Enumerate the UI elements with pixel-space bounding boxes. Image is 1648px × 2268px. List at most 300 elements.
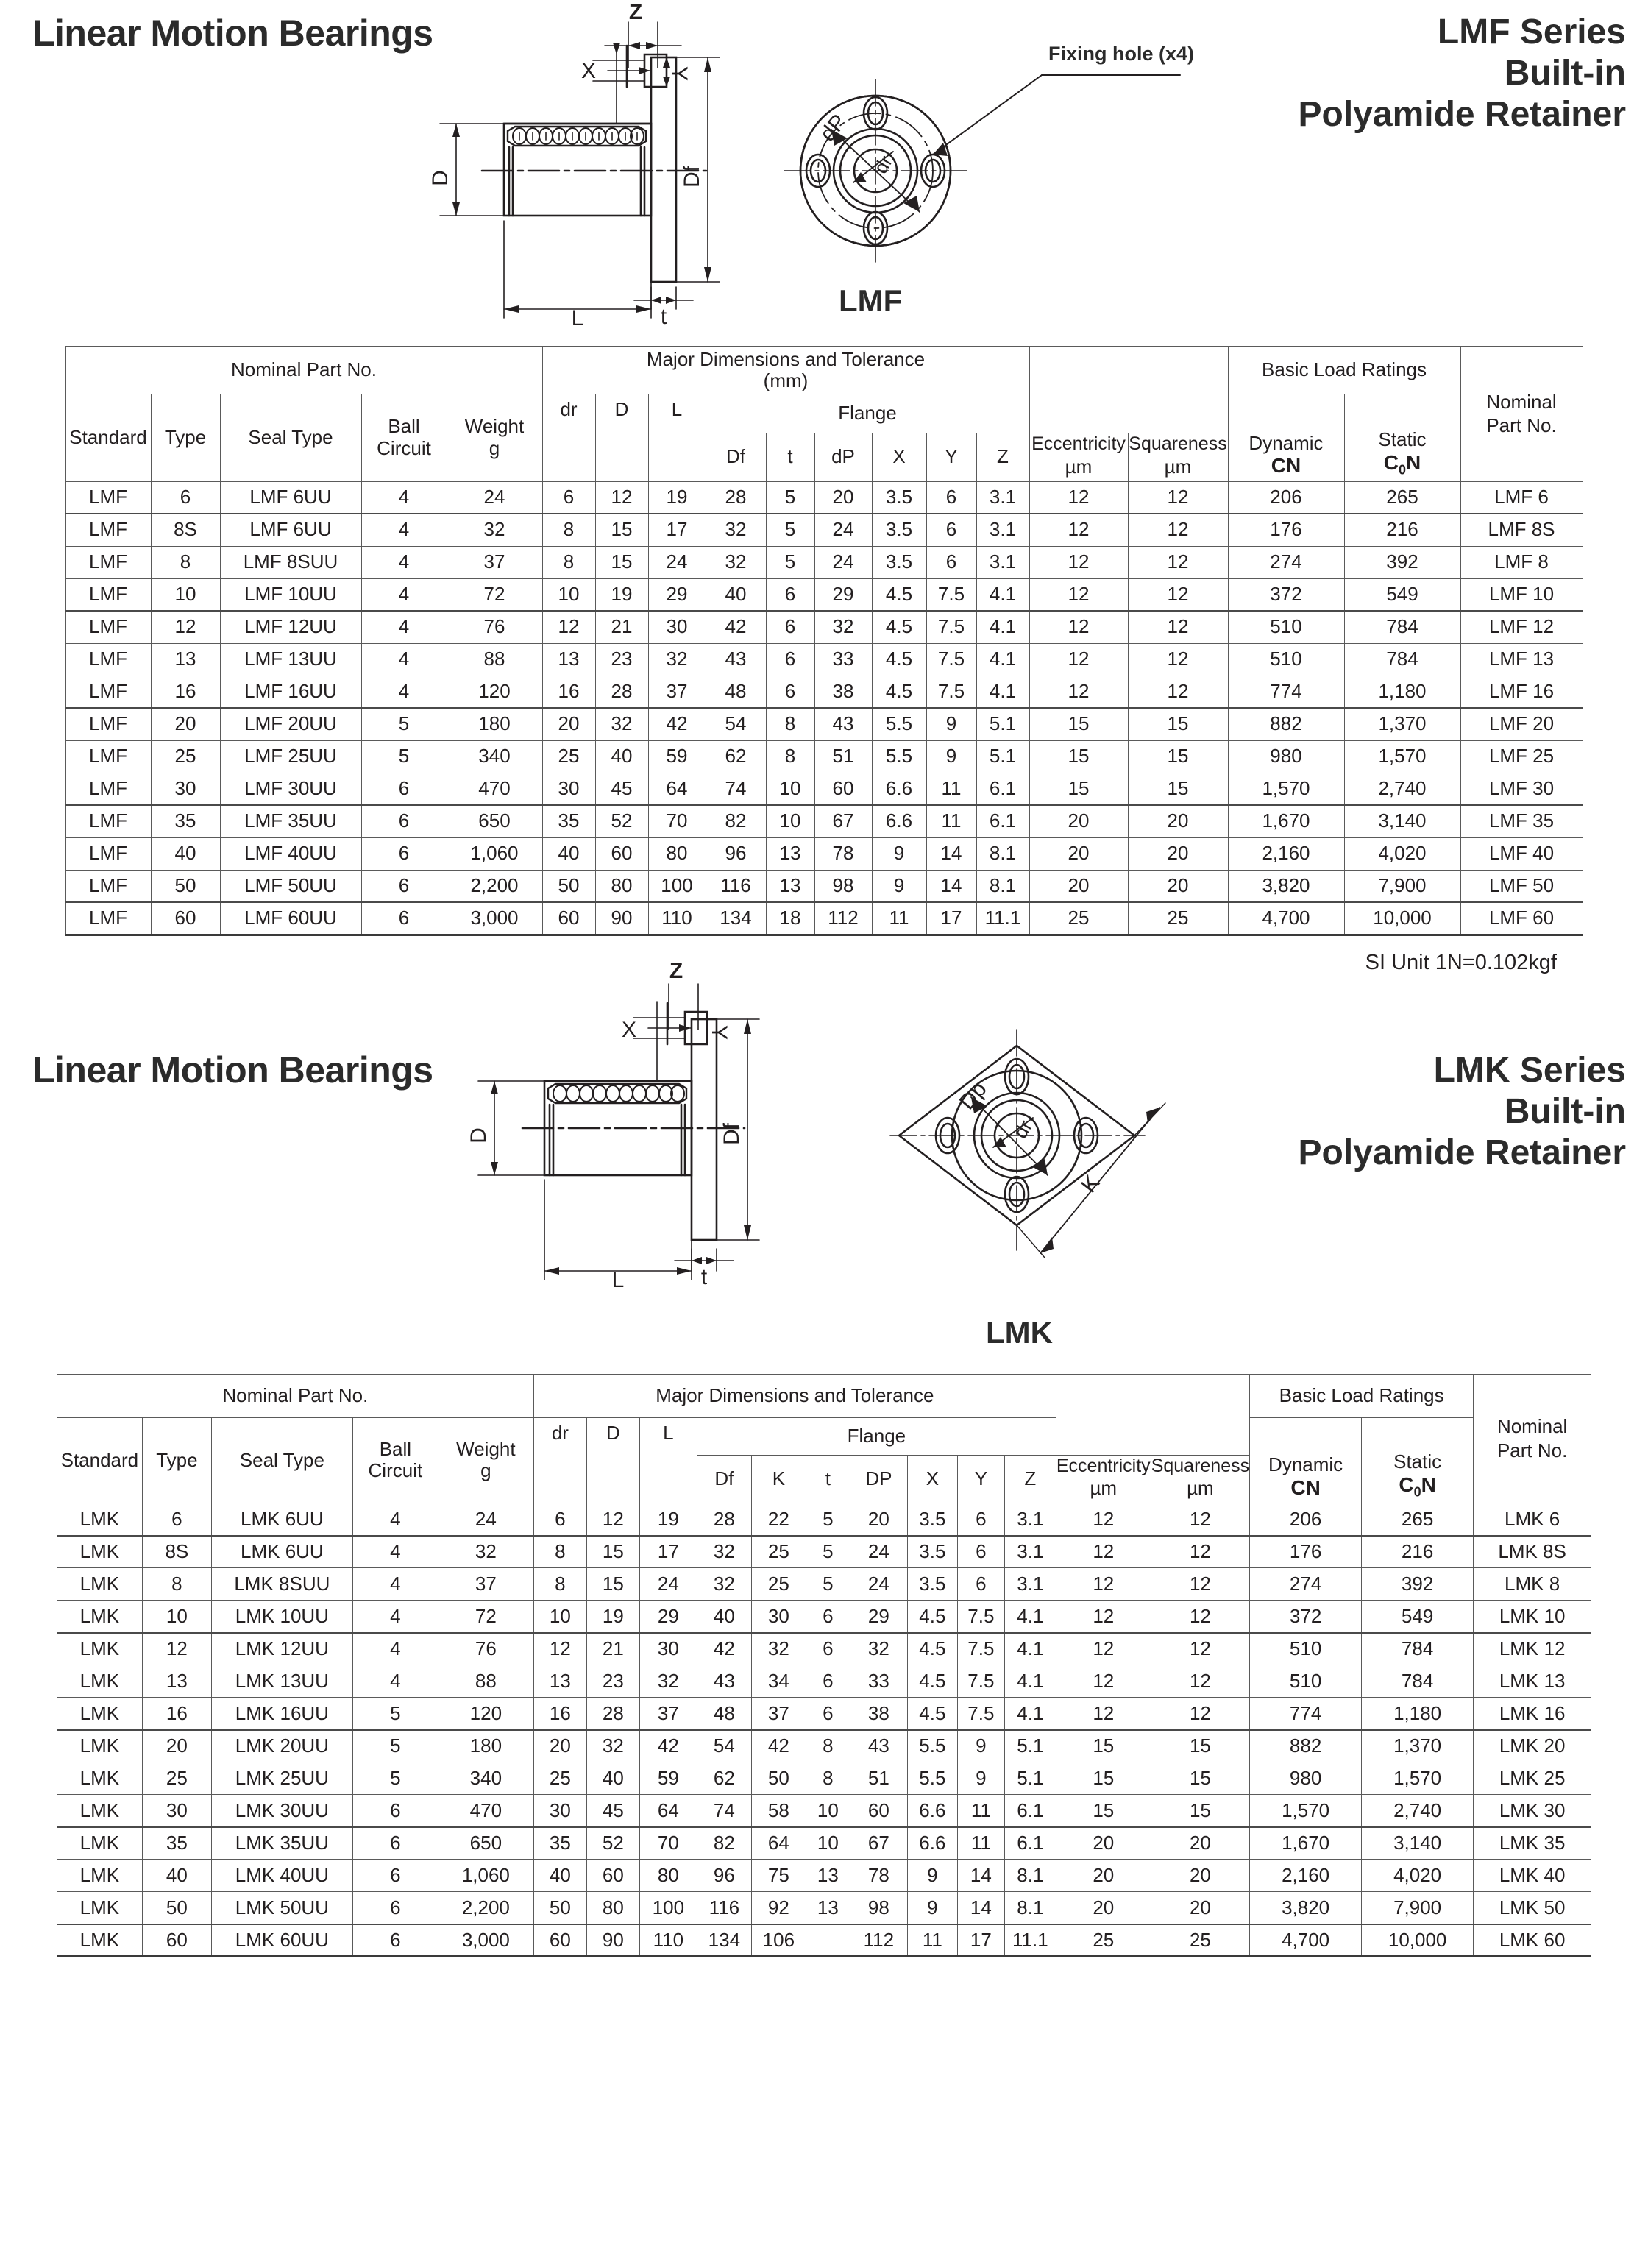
cell-D: 40 (586, 1762, 639, 1795)
cell-Df: 43 (706, 643, 766, 676)
cell-part: LMF 6 (1460, 481, 1583, 514)
dim-label-y: Y (667, 65, 692, 82)
cell-dyn: 510 (1250, 1633, 1362, 1665)
cell-X: 4.5 (907, 1601, 957, 1633)
cell-dP: 78 (814, 837, 872, 870)
lmf-ball-l1: Ball (388, 414, 420, 437)
cell-ball: 4 (361, 481, 447, 514)
cell-Y: 7.5 (926, 611, 976, 643)
cell-Y: 6 (926, 546, 976, 578)
cell-sqr: 12 (1151, 1633, 1249, 1665)
lmf-col-squareness (1128, 433, 1228, 482)
lmk-spec-table (57, 1374, 1591, 1958)
cell-D: 40 (595, 740, 648, 773)
cell-Y: 7.5 (957, 1601, 1004, 1633)
cell-seal: LMK 35UU (211, 1827, 352, 1860)
table-row (57, 1601, 1591, 1633)
table-row (65, 805, 1583, 837)
cell-type: 20 (142, 1730, 211, 1762)
lmk-col-Df: Df (697, 1455, 751, 1503)
cell-ecc: 15 (1056, 1730, 1151, 1762)
lmf-diagram-caption: LMF (839, 283, 903, 318)
cell-ball: 4 (352, 1665, 438, 1698)
fixing-hole-label: Fixing hole (x4) (1048, 43, 1195, 65)
cell-seal: LMK 30UU (211, 1795, 352, 1827)
cell-D: 80 (595, 870, 648, 902)
lmk-ecc-unit: µm (1090, 1477, 1118, 1500)
cell-weight: 120 (438, 1698, 533, 1730)
lmf-weight-l1: Weight (464, 414, 525, 437)
cell-X: 11 (872, 902, 926, 935)
lmf-technical-drawing (0, 0, 1648, 346)
cell-dP: 24 (850, 1568, 907, 1601)
lmk-col-standard: Standard (57, 1417, 142, 1503)
table-row (57, 1503, 1591, 1536)
cell-ecc: 15 (1056, 1795, 1151, 1827)
cell-D: 15 (595, 546, 648, 578)
cell-Y: 6 (957, 1536, 1004, 1568)
cell-ball: 4 (361, 578, 447, 611)
table-row (57, 1730, 1591, 1762)
cell-X: 5.5 (872, 708, 926, 740)
cell-ecc: 15 (1029, 740, 1128, 773)
cell-standard: LMK (57, 1536, 142, 1568)
cell-standard: LMK (57, 1633, 142, 1665)
cell-Z: 6.1 (1004, 1827, 1056, 1860)
cell-X: 3.5 (872, 481, 926, 514)
lmf-major-dim-unit: (mm) (763, 369, 809, 391)
cell-t: 13 (766, 870, 814, 902)
cell-t: 18 (766, 902, 814, 935)
cell-seal: LMF 13UU (220, 643, 361, 676)
lmk-static-sub: 0 (1413, 1484, 1421, 1500)
cell-standard: LMK (57, 1795, 142, 1827)
cell-X: 5.5 (907, 1762, 957, 1795)
cell-sta: 4,020 (1362, 1860, 1474, 1892)
cell-L: 110 (639, 1924, 697, 1957)
cell-Z: 3.1 (976, 481, 1029, 514)
cell-dr: 35 (542, 805, 595, 837)
cell-Df: 134 (697, 1924, 751, 1957)
cell-Z: 6.1 (976, 773, 1029, 805)
cell-seal: LMK 6UU (211, 1536, 352, 1568)
cell-sta: 1,570 (1344, 740, 1460, 773)
cell-Df: 82 (706, 805, 766, 837)
lmf-sqr-unit: µm (1164, 455, 1192, 478)
cell-sta: 2,740 (1362, 1795, 1474, 1827)
cell-type: 30 (151, 773, 220, 805)
lmf-ball-l2: Circuit (377, 436, 431, 459)
lmf-group-basic-load-ratings: Basic Load Ratings (1228, 347, 1460, 394)
cell-Df: 32 (697, 1568, 751, 1601)
cell-D: 12 (586, 1503, 639, 1536)
cell-t: 13 (766, 837, 814, 870)
cell-Y: 14 (957, 1860, 1004, 1892)
cell-sta: 392 (1344, 546, 1460, 578)
cell-ball: 5 (352, 1698, 438, 1730)
cell-dP: 38 (814, 676, 872, 708)
cell-standard: LMF (65, 514, 151, 546)
cell-seal: LMK 16UU (211, 1698, 352, 1730)
cell-standard: LMK (57, 1665, 142, 1698)
table-row (65, 837, 1583, 870)
lmf-header-row-2 (65, 394, 1583, 433)
cell-Z: 4.1 (1004, 1633, 1056, 1665)
lmk-col-X: X (907, 1455, 957, 1503)
cell-ball: 4 (352, 1568, 438, 1601)
cell-dr: 16 (542, 676, 595, 708)
cell-part: LMK 30 (1474, 1795, 1591, 1827)
lmk-col-t: t (806, 1455, 850, 1503)
cell-Df: 28 (697, 1503, 751, 1536)
table-row (65, 676, 1583, 708)
lmf-group-major-dimensions (542, 347, 1029, 394)
cell-X: 11 (907, 1924, 957, 1957)
cell-sta: 549 (1362, 1601, 1474, 1633)
cell-Z: 8.1 (976, 837, 1029, 870)
table-row (57, 1827, 1591, 1860)
cell-standard: LMK (57, 1601, 142, 1633)
cell-dr: 8 (542, 514, 595, 546)
lmk-static-c: C (1399, 1473, 1414, 1496)
cell-Z: 5.1 (976, 740, 1029, 773)
cell-ball: 6 (361, 805, 447, 837)
cell-seal: LMF 16UU (220, 676, 361, 708)
cell-t: 5 (806, 1568, 850, 1601)
cell-dyn: 510 (1250, 1665, 1362, 1698)
cell-dyn: 882 (1228, 708, 1344, 740)
cell-t: 10 (766, 773, 814, 805)
dim-label-dp: dP (815, 110, 852, 146)
table-row (65, 481, 1583, 514)
cell-sta: 1,570 (1362, 1762, 1474, 1795)
cell-D: 12 (595, 481, 648, 514)
cell-seal: LMF 50UU (220, 870, 361, 902)
cell-weight: 72 (447, 578, 542, 611)
cell-weight: 650 (447, 805, 542, 837)
table-row (57, 1536, 1591, 1568)
lmf-table-body (65, 481, 1583, 935)
cell-sta: 784 (1344, 643, 1460, 676)
cell-standard: LMK (57, 1762, 142, 1795)
cell-dr: 6 (533, 1503, 586, 1536)
cell-weight: 32 (447, 514, 542, 546)
cell-seal: LMK 12UU (211, 1633, 352, 1665)
lmk-diagram-caption: LMK (986, 1314, 1053, 1350)
cell-Z: 3.1 (976, 546, 1029, 578)
cell-sta: 1,370 (1344, 708, 1460, 740)
cell-dP: 98 (814, 870, 872, 902)
cell-t: 10 (806, 1827, 850, 1860)
cell-L: 110 (648, 902, 706, 935)
cell-L: 80 (648, 837, 706, 870)
cell-t: 5 (806, 1536, 850, 1568)
lmk-dynamic-label: Dynamic (1268, 1453, 1343, 1476)
lmf-col-dynamic (1228, 394, 1344, 482)
table-row (65, 546, 1583, 578)
lmk-dim-label-d: D (466, 1127, 491, 1144)
cell-standard: LMF (65, 481, 151, 514)
lmk-dim-label-k: K (1076, 1170, 1105, 1197)
cell-X: 5.5 (907, 1730, 957, 1762)
lmk-dim-label-dr: dr (1009, 1116, 1037, 1142)
lmf-group-nominal-part-no-right (1460, 347, 1583, 482)
cell-sqr: 12 (1128, 514, 1228, 546)
cell-Df: 32 (697, 1536, 751, 1568)
cell-K: 106 (751, 1924, 806, 1957)
cell-dr: 30 (533, 1795, 586, 1827)
cell-standard: LMF (65, 643, 151, 676)
cell-X: 3.5 (907, 1536, 957, 1568)
cell-Y: 6 (957, 1568, 1004, 1601)
cell-K: 50 (751, 1762, 806, 1795)
cell-L: 19 (639, 1503, 697, 1536)
lmf-col-dr: dr (542, 394, 595, 482)
cell-Y: 6 (957, 1503, 1004, 1536)
lmk-dim-label-x: X (621, 1017, 637, 1042)
cell-dP: 20 (814, 481, 872, 514)
cell-Y: 11 (957, 1827, 1004, 1860)
table-row (57, 1892, 1591, 1924)
dim-label-t: t (660, 305, 667, 329)
lmk-title-left: Linear Motion Bearings (32, 1049, 433, 1091)
cell-D: 15 (586, 1568, 639, 1601)
cell-L: 17 (639, 1536, 697, 1568)
cell-L: 100 (648, 870, 706, 902)
cell-Y: 7.5 (957, 1698, 1004, 1730)
lmf-col-Z: Z (976, 433, 1029, 482)
cell-sqr: 12 (1151, 1568, 1249, 1601)
cell-dyn: 980 (1250, 1762, 1362, 1795)
cell-dr: 60 (533, 1924, 586, 1957)
cell-part: LMK 16 (1474, 1698, 1591, 1730)
cell-sta: 216 (1344, 514, 1460, 546)
cell-type: 12 (151, 611, 220, 643)
cell-weight: 180 (447, 708, 542, 740)
cell-L: 59 (648, 740, 706, 773)
cell-dP: 51 (850, 1762, 907, 1795)
lmk-table-wrap (0, 1374, 1648, 1958)
cell-Z: 3.1 (1004, 1568, 1056, 1601)
cell-t: 6 (806, 1698, 850, 1730)
cell-Df: 74 (697, 1795, 751, 1827)
cell-part: LMK 35 (1474, 1827, 1591, 1860)
cell-K: 25 (751, 1536, 806, 1568)
lmk-col-Y: Y (957, 1455, 1004, 1503)
lmk-col-flange-group: Flange (697, 1417, 1056, 1455)
cell-L: 70 (648, 805, 706, 837)
lmk-dim-label-z: Z (669, 958, 683, 983)
cell-X: 4.5 (907, 1633, 957, 1665)
cell-sta: 392 (1362, 1568, 1474, 1601)
cell-Z: 8.1 (1004, 1892, 1056, 1924)
cell-D: 23 (595, 643, 648, 676)
cell-seal: LMF 30UU (220, 773, 361, 805)
cell-ball: 4 (361, 514, 447, 546)
cell-L: 42 (639, 1730, 697, 1762)
table-row (57, 1698, 1591, 1730)
cell-t: 8 (766, 740, 814, 773)
cell-X: 4.5 (872, 676, 926, 708)
lmk-dim-label-y: Y (707, 1024, 731, 1040)
cell-t: 6 (766, 578, 814, 611)
cell-D: 90 (586, 1924, 639, 1957)
cell-sqr: 20 (1151, 1892, 1249, 1924)
cell-ball: 6 (352, 1860, 438, 1892)
cell-L: 37 (639, 1698, 697, 1730)
lmk-group-nominal-part-no: Nominal Part No. (57, 1374, 533, 1417)
cell-sqr: 15 (1151, 1795, 1249, 1827)
cell-ecc: 12 (1056, 1503, 1151, 1536)
lmf-sqr-label: Squareness (1129, 433, 1227, 454)
lmf-static-c: C (1383, 451, 1399, 475)
cell-ecc: 20 (1029, 837, 1128, 870)
cell-L: 29 (639, 1601, 697, 1633)
cell-Y: 7.5 (957, 1633, 1004, 1665)
cell-weight: 24 (438, 1503, 533, 1536)
cell-ball: 6 (352, 1924, 438, 1957)
cell-weight: 88 (447, 643, 542, 676)
table-row (65, 611, 1583, 643)
cell-sta: 3,140 (1344, 805, 1460, 837)
cell-part: LMK 20 (1474, 1730, 1591, 1762)
table-row (65, 643, 1583, 676)
cell-dr: 60 (542, 902, 595, 935)
cell-seal: LMK 10UU (211, 1601, 352, 1633)
cell-type: 8S (142, 1536, 211, 1568)
lmk-col-D: D (586, 1417, 639, 1503)
cell-seal: LMF 10UU (220, 578, 361, 611)
lmk-npn-right-l2: Part No. (1496, 1439, 1568, 1461)
cell-ball: 4 (361, 546, 447, 578)
cell-dP: 60 (814, 773, 872, 805)
cell-part: LMK 10 (1474, 1601, 1591, 1633)
table-row (65, 773, 1583, 805)
cell-sqr: 12 (1128, 611, 1228, 643)
cell-type: 40 (142, 1860, 211, 1892)
cell-dr: 40 (542, 837, 595, 870)
cell-sqr: 12 (1128, 643, 1228, 676)
table-row (65, 870, 1583, 902)
cell-standard: LMF (65, 740, 151, 773)
cell-part: LMF 8 (1460, 546, 1583, 578)
cell-D: 28 (586, 1698, 639, 1730)
dim-label-x: X (580, 59, 597, 83)
cell-sqr: 12 (1151, 1698, 1249, 1730)
cell-sta: 784 (1362, 1665, 1474, 1698)
cell-ecc: 12 (1029, 676, 1128, 708)
table-row (65, 514, 1583, 546)
cell-standard: LMF (65, 902, 151, 935)
dim-label-dr: dr (869, 151, 897, 178)
cell-D: 15 (595, 514, 648, 546)
table-row (65, 708, 1583, 740)
cell-t: 13 (806, 1892, 850, 1924)
cell-Df: 96 (706, 837, 766, 870)
cell-t: 6 (766, 676, 814, 708)
cell-t: 8 (806, 1730, 850, 1762)
cell-dP: 67 (814, 805, 872, 837)
cell-ball: 6 (352, 1892, 438, 1924)
cell-part: LMK 8S (1474, 1536, 1591, 1568)
cell-Z: 3.1 (976, 514, 1029, 546)
cell-type: 30 (142, 1795, 211, 1827)
cell-K: 22 (751, 1503, 806, 1536)
cell-Y: 14 (957, 1892, 1004, 1924)
cell-Y: 7.5 (926, 578, 976, 611)
lmf-col-dP: dP (814, 433, 872, 482)
cell-Z: 3.1 (1004, 1503, 1056, 1536)
cell-dyn: 206 (1228, 481, 1344, 514)
cell-K: 30 (751, 1601, 806, 1633)
cell-Y: 17 (957, 1924, 1004, 1957)
cell-Y: 9 (957, 1730, 1004, 1762)
cell-L: 30 (648, 611, 706, 643)
cell-Df: 82 (697, 1827, 751, 1860)
cell-weight: 88 (438, 1665, 533, 1698)
cell-L: 19 (648, 481, 706, 514)
lmk-col-L: L (639, 1417, 697, 1503)
cell-dyn: 882 (1250, 1730, 1362, 1762)
cell-standard: LMK (57, 1698, 142, 1730)
cell-type: 16 (142, 1698, 211, 1730)
cell-Df: 42 (706, 611, 766, 643)
lmf-col-Df: Df (706, 433, 766, 482)
cell-t: 10 (806, 1795, 850, 1827)
cell-type: 6 (151, 481, 220, 514)
cell-dr: 30 (542, 773, 595, 805)
lmk-sqr-unit: µm (1187, 1477, 1214, 1500)
cell-Df: 40 (697, 1601, 751, 1633)
cell-Y: 9 (926, 740, 976, 773)
cell-dyn: 510 (1228, 611, 1344, 643)
cell-X: 4.5 (872, 578, 926, 611)
cell-seal: LMF 60UU (220, 902, 361, 935)
table-row (57, 1568, 1591, 1601)
cell-weight: 37 (438, 1568, 533, 1601)
table-row (57, 1795, 1591, 1827)
cell-standard: LMF (65, 837, 151, 870)
cell-standard: LMF (65, 578, 151, 611)
cell-dyn: 3,820 (1228, 870, 1344, 902)
cell-dr: 12 (533, 1633, 586, 1665)
cell-Df: 42 (697, 1633, 751, 1665)
cell-X: 9 (872, 837, 926, 870)
cell-type: 40 (151, 837, 220, 870)
lmf-static-label: Static (1378, 428, 1427, 451)
cell-t: 5 (766, 514, 814, 546)
cell-X: 3.5 (872, 514, 926, 546)
cell-t: 5 (766, 546, 814, 578)
cell-X: 4.5 (872, 643, 926, 676)
lmf-ecc-unit: µm (1065, 455, 1093, 478)
cell-X: 6.6 (907, 1827, 957, 1860)
cell-Df: 116 (706, 870, 766, 902)
cell-D: 21 (586, 1633, 639, 1665)
cell-dyn: 2,160 (1250, 1860, 1362, 1892)
cell-L: 30 (639, 1633, 697, 1665)
cell-weight: 2,200 (447, 870, 542, 902)
lmf-dynamic-label: Dynamic (1249, 431, 1324, 454)
lmk-weight-l2: g (480, 1459, 491, 1482)
lmf-static-n: N (1406, 451, 1421, 475)
cell-Y: 11 (926, 773, 976, 805)
cell-Z: 11.1 (976, 902, 1029, 935)
lmf-table-wrap (0, 346, 1648, 975)
cell-seal: LMF 40UU (220, 837, 361, 870)
cell-Df: 32 (706, 514, 766, 546)
cell-part: LMK 6 (1474, 1503, 1591, 1536)
